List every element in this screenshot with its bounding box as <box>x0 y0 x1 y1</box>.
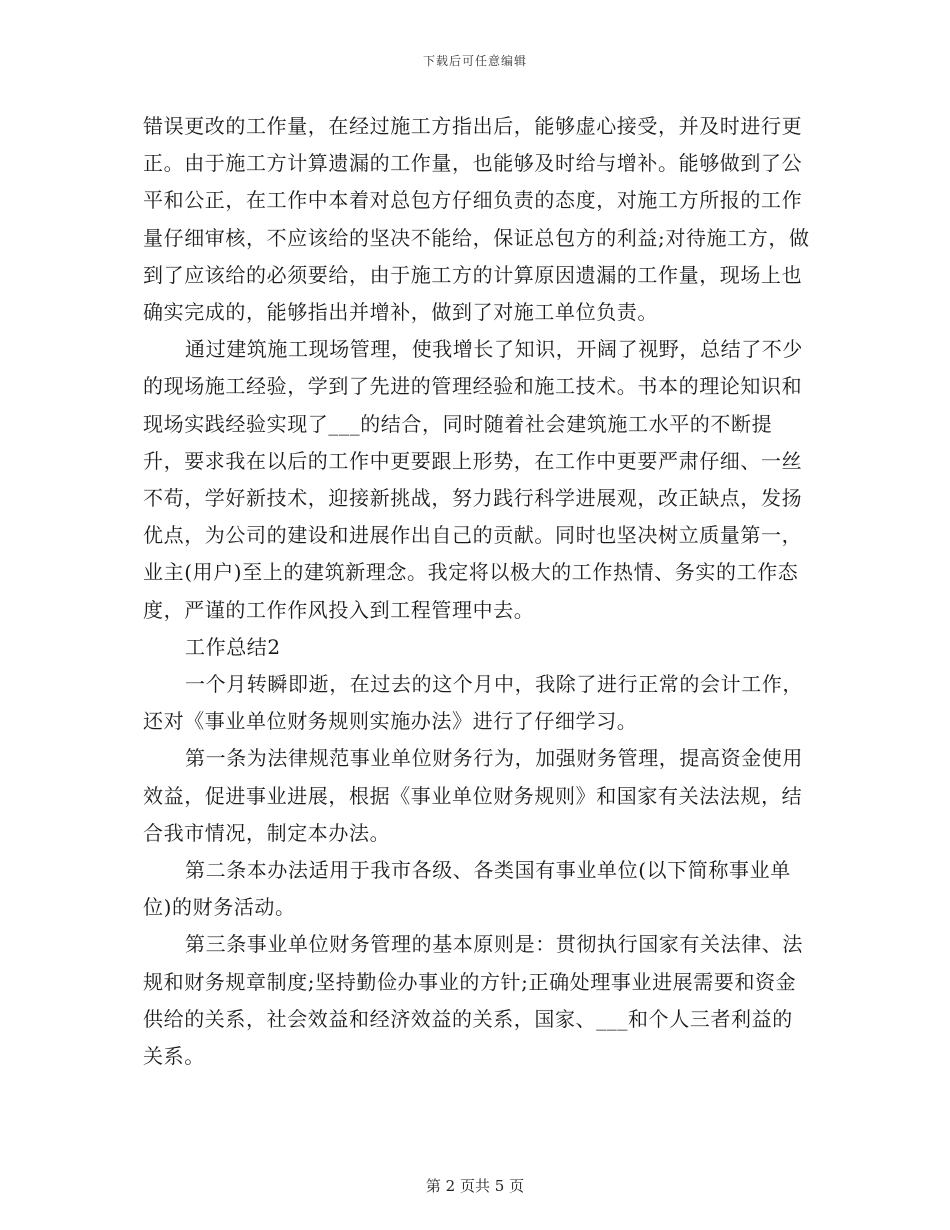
paragraph: 一个月转瞬即逝，在过去的这个月中，我除了进行正常的会计工作，还对《事业单位财务规则实施办法》进行了仔细学习。 <box>143 672 803 734</box>
paragraph: 错误更改的工作量，在经过施工方指出后，能够虚心接受，并及时进行更正。由于施工方计算遗漏的工作量，也能够及时给与增补。能够做到了公平和公正，在工作中本着对总包方仔细负责的态度，对施工方所报的工作量仔细审核，不应该给的坚决不能给，保证总包方的利益;对待施工方，做到了应该给的必须要给，由于施工方的计算原因遗漏的工作量，现场上也确实完成的，能够指出并增补，做到了对施工单位负责。 <box>143 114 810 325</box>
paragraph: 通过建筑施工现场管理，使我增长了知识，开阔了视野，总结了不少的现场施工经验，学到了先进的管理经验和施工技术。书本的理论知识和现场实践经验实现了___的结合，同时随着社会建筑施工水平的不断提升，要求我在以后的工作中更要跟上形势，在工作中更要严肃仔细、一丝不苟，学好新技术，迎接新挑战，努力践行科学进展观，改正缺点，发扬优点，为公司的建设和进展作出自己的贡献。同时也坚决树立质量第一，业主(用户)至上的建筑新理念。我定将以极大的工作热情、务实的工作态度，严谨的工作作风投入到工程管理中去。 <box>143 337 803 622</box>
paragraph: 第三条事业单位财务管理的基本原则是：贯彻执行国家有关法律、法规和财务规章制度;坚持勤俭办事业的方针;正确处理事业进展需要和资金供给的关系，社会效益和经济效益的关系，国家、___和个人三者利益的关系。 <box>143 932 803 1069</box>
section-heading: 工作总结2 <box>185 634 281 659</box>
page-number: 第 2 页共 5 页 <box>425 1177 525 1195</box>
paragraph: 第二条本办法适用于我市各级、各类国有事业单位(以下简称事业单位)的财务活动。 <box>143 858 791 920</box>
document-body <box>143 108 813 1075</box>
paragraph: 第一条为法律规范事业单位财务行为，加强财务管理，提高资金使用效益，促进事业进展，根据《事业单位财务规则》和国家有关法法规，结合我市情况，制定本办法。 <box>143 746 803 845</box>
page-header: 下载后可任意编辑 <box>422 54 527 68</box>
